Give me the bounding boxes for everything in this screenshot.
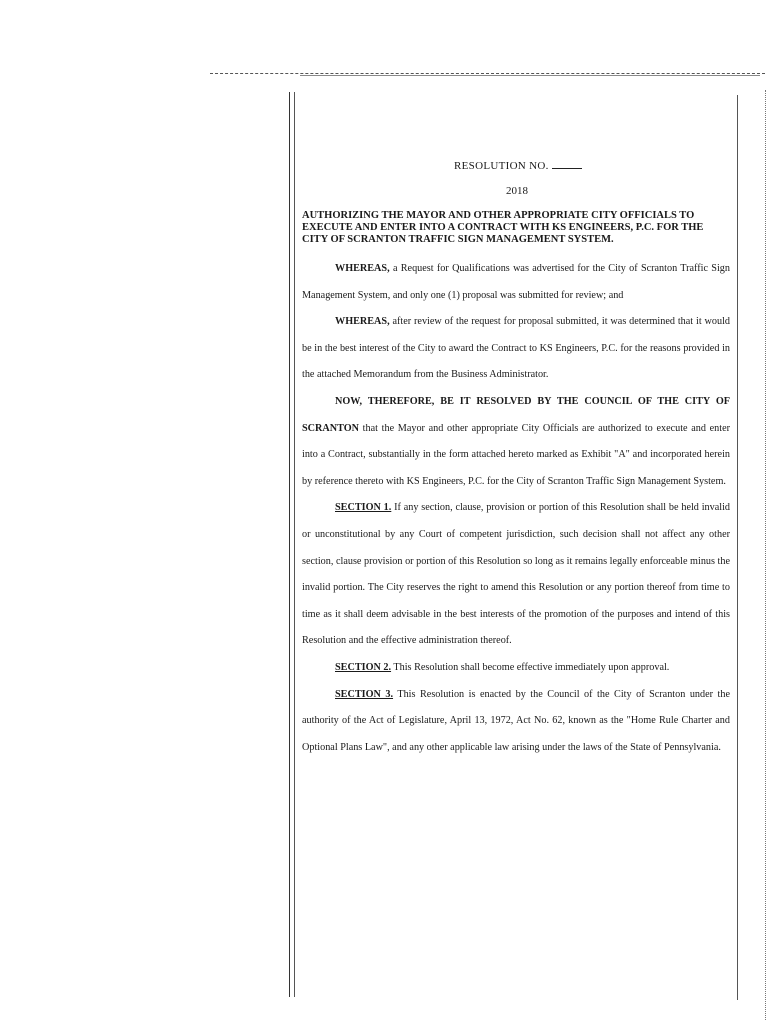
now-therefore-lead: NOW, THEREFORE, BE IT RESOLVED BY THE COUNCIL OF THE CITY OF SCRANTON xyxy=(302,395,730,434)
left-margin-rule-inner xyxy=(294,92,295,997)
now-therefore-text: that the Mayor and other appropriate City Officials are authorized to execute and enter into a Contract, substantially in the form attached hereto marked as Exhibit "A" and incorporated herein by reference thereto with KS Engineers, P.C. for the City of Scranton Traffic Sign Management System. xyxy=(302,422,730,487)
right-margin-rule xyxy=(737,95,738,1000)
whereas-paragraph-1 xyxy=(302,256,730,309)
whereas-text: a Request for Qualifications was advertised for the City of Scranton Traffic Sign Management System, and only one (1) proposal was submitted for review; and xyxy=(302,263,730,301)
section-1-label: SECTION 1. xyxy=(335,502,392,514)
whereas-text: after review of the request for proposal submitted, it was determined that it would be in the best interest of the City to award the Contract to KS Engineers, P.C. for the reasons provided in the attached Memorandum from the Business Administrator. xyxy=(302,316,730,381)
resolution-number-label: RESOLUTION NO. xyxy=(454,160,549,172)
scan-artifact-top-line-2 xyxy=(300,75,760,76)
section-3-label: SECTION 3. xyxy=(335,688,394,700)
section-1-text: If any section, clause, provision or portion of this Resolution shall be held invalid or unconstitutional by any Court of competent jurisdiction, such decision shall not affect any other section, clause provision or portion of this Resolution so long as it remains legally enforceable minus the invalid portion. The City reserves the right to amend this Resolution or any portion thereof from time to time as it shall deem advisable in the best interests of the promotion of the purposes and intend of this Resolution and the effective administration thereof. xyxy=(302,502,731,647)
whereas-lead: WHEREAS, xyxy=(335,316,390,328)
scan-artifact-top-line xyxy=(210,73,765,74)
section-1-paragraph xyxy=(302,495,730,655)
section-2-text: This Resolution shall become effective immediately upon approval. xyxy=(391,661,670,673)
section-2-label: SECTION 2. xyxy=(335,661,392,673)
section-3-text: This Resolution is enacted by the Council of the City of Scranton under the authority of the Act of Legislature, April 13, 1972, Act No. 62, known as the "Home Rule Charter and Optional Plans Law", and any other applicable law arising under the laws of the State of Pennsylvania. xyxy=(302,688,730,753)
whereas-paragraph-2 xyxy=(302,309,730,389)
resolution-number-line xyxy=(454,160,734,172)
left-margin-rule xyxy=(289,92,290,997)
resolution-year: 2018 xyxy=(506,185,528,197)
section-2-paragraph xyxy=(302,655,730,682)
section-3-paragraph xyxy=(302,682,730,762)
resolution-heading: AUTHORIZING THE MAYOR AND OTHER APPROPRIATE CITY OFFICIALS TO EXECUTE AND ENTER INTO A CONTRACT WITH KS ENGINEERS, P.C. FOR THE CITY OF SCRANTON TRAFFIC SIGN MANAGEMENT SYSTEM. xyxy=(302,210,704,245)
resolution-number-blank xyxy=(552,168,582,169)
page-edge-right xyxy=(765,90,766,1020)
whereas-lead: WHEREAS, xyxy=(335,263,390,274)
now-therefore-paragraph xyxy=(302,389,730,495)
resolution-body xyxy=(302,256,730,761)
